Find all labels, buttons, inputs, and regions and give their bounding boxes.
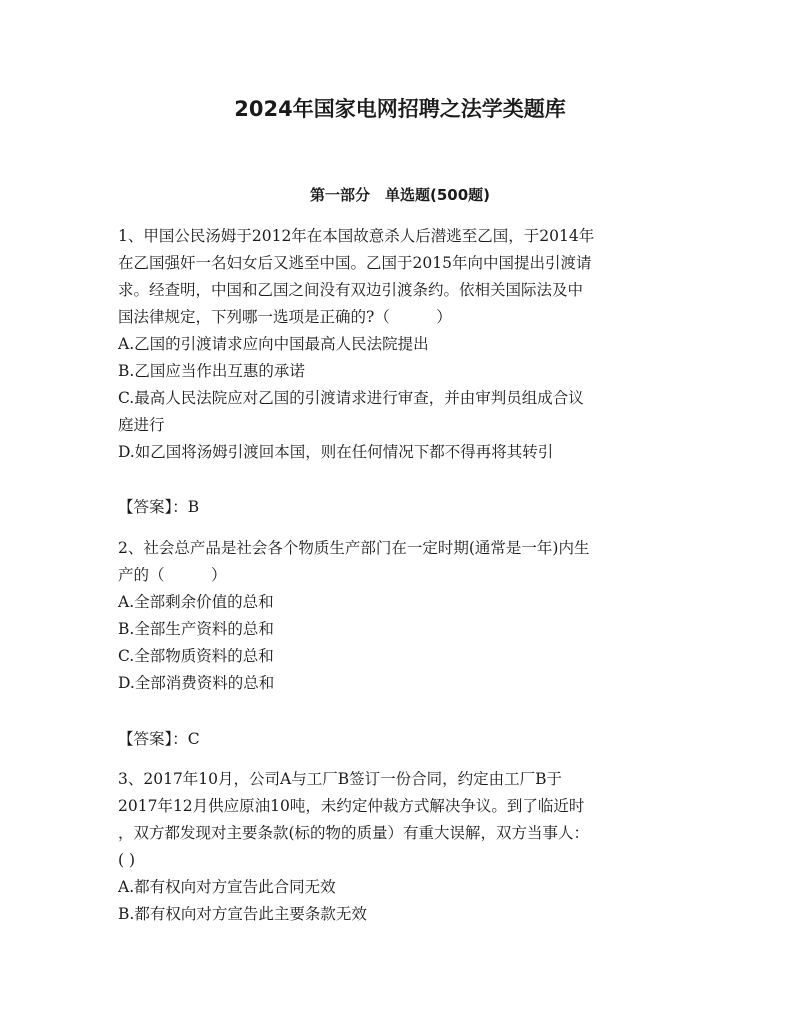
- question-2-answer: 【答案】：C: [118, 730, 200, 748]
- question-1-option-d: D.如乙国将汤姆引渡回本国，则在任何情况下都不得再将其转引: [118, 443, 554, 461]
- question-2-option-b: B.全部生产资料的总和: [118, 620, 274, 638]
- question-1-option-a: A.乙国的引渡请求应向中国最高人民法院提出: [118, 335, 429, 353]
- question-1-stem-line: 国法律规定，下列哪一选项是正确的?（ ）: [118, 308, 452, 326]
- question-1-stem-line: 求。经查明，中国和乙国之间没有双边引渡条约。依相关国际法及中: [118, 281, 584, 299]
- question-1-stem-line: 在乙国强奸一名妇女后又逃至中国。乙国于2015年向中国提出引渡请: [118, 254, 592, 272]
- question-2-option-c: C.全部物质资料的总和: [118, 647, 274, 665]
- question-3-stem-line: ，双方都发现对主要条款(标的物的质量）有重大误解，双方当事人：: [118, 824, 590, 842]
- question-2-stem-line: 产的（ ）: [118, 566, 227, 584]
- document-title: 2024年国家电网招聘之法学类题库: [234, 97, 566, 121]
- question-3-option-b: B.都有权向对方宣告此主要条款无效: [118, 905, 367, 923]
- question-3-stem-line: ( ): [118, 851, 136, 869]
- question-2-option-d: D.全部消费资料的总和: [118, 674, 275, 692]
- question-1-option-c-continued: 庭进行: [118, 416, 165, 434]
- question-2-stem-line: 2、社会总产品是社会各个物质生产部门在一定时期(通常是一年)内生: [118, 539, 590, 557]
- question-3-stem-line: 2017年12月供应原油10吨，未约定仲裁方式解决争议。到了临近时: [118, 797, 585, 815]
- section-heading: 第一部分 单选题(500题): [309, 186, 491, 204]
- question-3-stem-line: 3、2017年10月，公司A与工厂B签订一份合同，约定由工厂B于: [118, 770, 563, 788]
- question-2-option-a: A.全部剩余价值的总和: [118, 593, 274, 611]
- question-1-option-c: C.最高人民法院应对乙国的引渡请求进行审查，并由审判员组成合议: [118, 389, 584, 407]
- question-3-option-a: A.都有权向对方宣告此合同无效: [118, 878, 336, 896]
- question-1-answer: 【答案】：B: [118, 498, 200, 516]
- question-1-stem-line: 1、甲国公民汤姆于2012年在本国故意杀人后潜逃至乙国，于2014年: [118, 227, 595, 245]
- question-1-option-b: B.乙国应当作出互惠的承诺: [118, 362, 305, 380]
